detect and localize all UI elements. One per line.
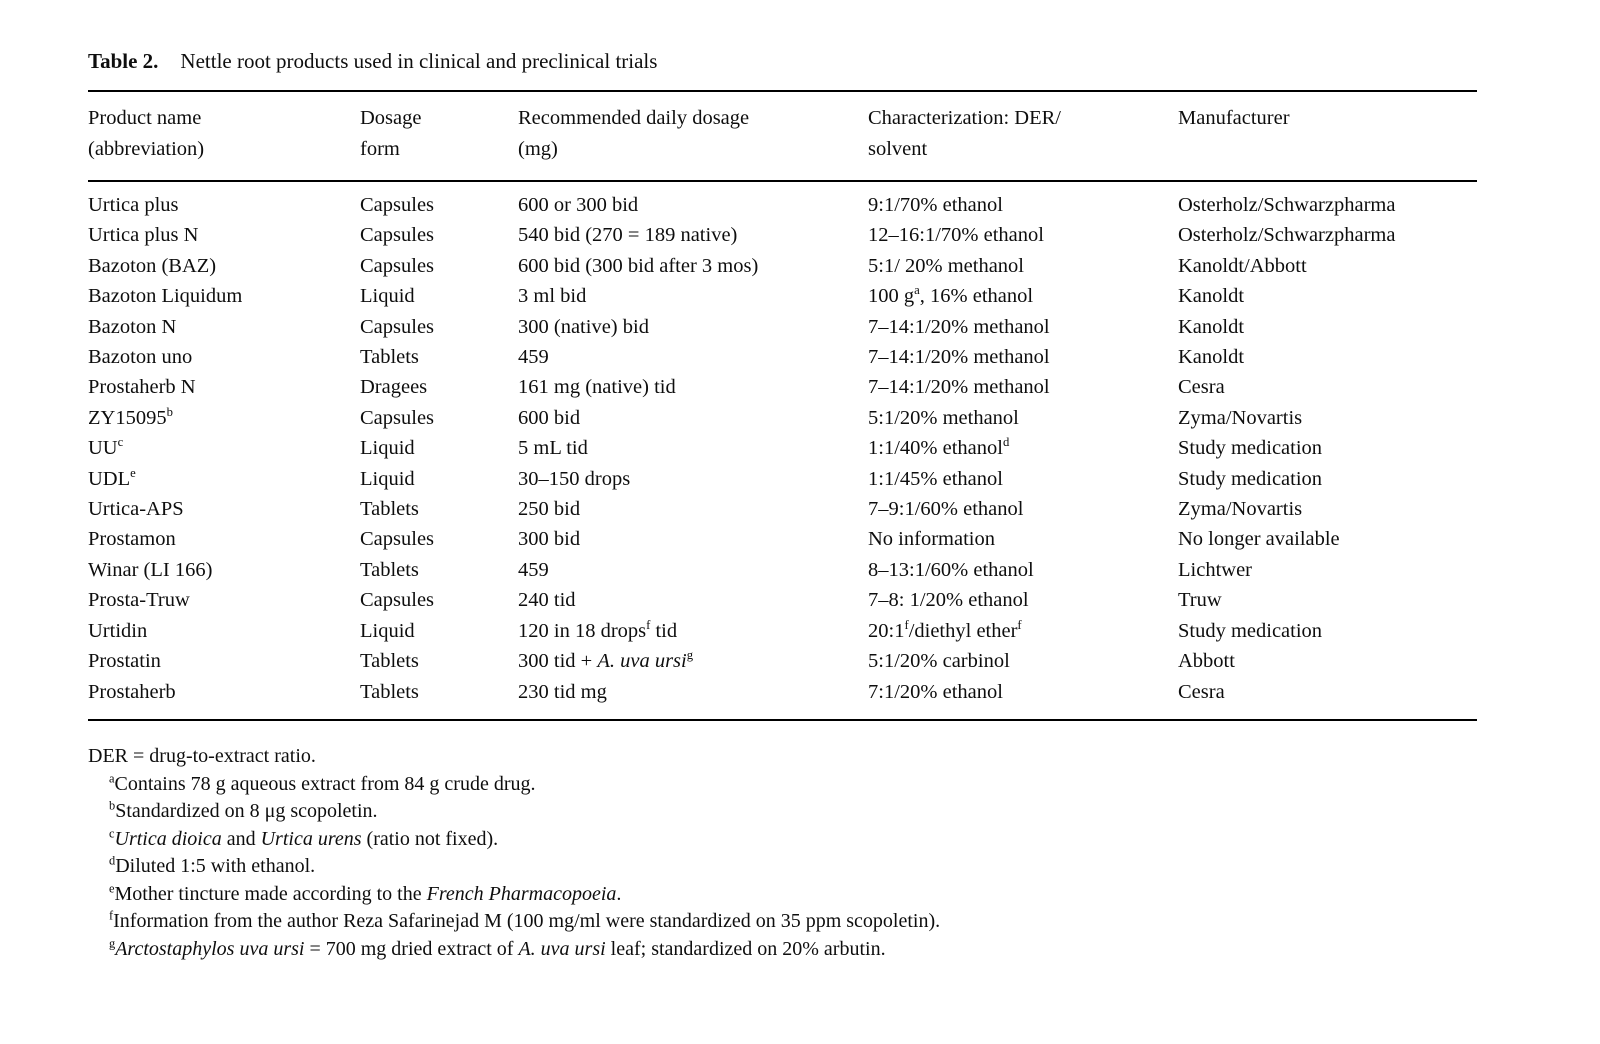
table-cell: Kanoldt/Abbott [1178,254,1307,277]
table-cell: Zyma/Novartis [1178,498,1303,521]
table-row [88,677,1477,720]
table-cell: 9:1/70% ethanol [868,194,1003,216]
footnote-mark: d [109,853,116,868]
table-cell: Capsules [360,315,435,338]
table-cell: Prostaherb [88,680,176,703]
table-footnotes [88,743,1477,964]
table-cell: Liquid [360,619,415,642]
table-cell: Prostatin [88,650,161,673]
table-cell: Liquid [360,467,415,490]
table-row [88,372,1477,402]
table-cell: Capsules [360,254,435,277]
table-cell: Urtica plus [88,194,179,216]
table-cell: 20:1$^f$/diethyl ether$^f$ [868,617,1022,642]
table-cell: 540 bid (270 = 189 native) [518,224,738,247]
table-cell: Prostamon [88,528,176,551]
table-cell: Zyma/Novartis [1178,406,1303,429]
table-cell: 459 [518,558,549,581]
table-cell: 1:1/40% ethanol$^d$ [868,435,1010,460]
table-cell: 7:1/20% ethanol [868,680,1003,703]
table-cell: Urtica-APS [88,498,184,521]
table-cell: No information [868,528,995,551]
table-cell: 230 tid mg [518,680,607,703]
footnote-mark: g [109,936,116,951]
table-cell: 300 bid [518,528,581,551]
table-cell: Dragees [360,376,428,399]
table-cell: Study medication [1178,437,1323,460]
table-cell: Truw [1178,589,1222,612]
table-row [88,403,1477,433]
table-cell: Bazoton Liquidum [88,285,243,308]
table-cell: 7–14:1/20% methanol [868,376,1050,399]
table-row [88,312,1477,342]
table-row [88,524,1477,554]
table-cell: No longer available [1178,528,1340,551]
table-cell: Bazoton N [88,315,177,338]
table-cell: Urtica plus N [88,224,199,247]
table-cell: Osterholz/Schwarzpharma [1178,194,1396,216]
table-row [88,220,1477,250]
table-cell: 30–150 drops [518,467,631,490]
column-header: Characterization: DER/ solvent [868,91,1178,181]
table-cell: Cesra [1178,376,1225,399]
table-row [88,251,1477,281]
column-header: Product name (abbreviation) [88,91,360,181]
table-cell: Lichtwer [1178,558,1252,581]
table-cell: Capsules [360,406,435,429]
footnote: $^f$Information from the author Reza Safarinejad M (100 mg/ml were standardized on 35 ppm scopoletin). [109,908,941,933]
table-cell: Kanoldt [1178,285,1245,308]
table-cell: 459 [518,346,549,369]
table-cell: 7–14:1/20% methanol [868,315,1050,338]
table-cell: Liquid [360,437,415,460]
table-cell: Tablets [360,498,419,521]
table-cell: 120 in 18 drops$^f$ tid [518,617,678,642]
column-header: Dosage form [360,91,518,181]
table-cell: 1:1/45% ethanol [868,467,1003,490]
table-cell: Tablets [360,558,419,581]
table-cell: 250 bid [518,498,581,521]
table-caption [88,48,1477,74]
table-header-row [88,91,1477,181]
table-cell: 100 $g^a$, 16% ethanol [868,283,1034,308]
footnote: $^a$Contains 78 g aqueous extract from 84 g crude drug. [109,770,536,795]
table-cell: Kanoldt [1178,315,1245,338]
footnote-mark: b [109,798,116,813]
footnote: $^c$Urtica dioica and Urtica urens (ratio not fixed). [109,826,499,850]
table-cell: Capsules [360,194,435,216]
table-cell: Tablets [360,650,419,673]
table-cell: 7–8: 1/20% ethanol [868,589,1029,612]
footnote: $^e$Mother tincture made according to the French Pharmacopoeia. [109,881,622,905]
table-cell: Bazoton uno [88,346,193,369]
footnote-mark: a [109,770,115,785]
table-cell: Urtidin [88,619,148,642]
table-cell: Tablets [360,680,419,703]
table-cell: 5 mL tid [518,437,588,460]
table-body [88,181,1477,720]
table-row [88,494,1477,524]
table-cell: 600 bid (300 bid after 3 mos) [518,254,759,277]
table-cell: $UU^c$ [88,435,124,460]
table-cell: 240 tid [518,589,576,612]
table-cell: 600 bid [518,406,581,429]
table-cell: 7–9:1/60% ethanol [868,498,1024,521]
table-cell: 161 mg (native) tid [518,376,676,399]
table-cell: Prosta-Truw [88,589,190,612]
paper-table-page [88,48,1477,964]
table-cell: Bazoton (BAZ) [88,254,217,277]
footnote-mark: f [109,908,114,923]
table-row [88,616,1477,646]
footnote: DER = drug-to-extract ratio. [88,744,316,767]
table-cell: Abbott [1178,650,1235,673]
table-cell: 5:1/ 20% methanol [868,254,1025,277]
table-row [88,433,1477,463]
table-cell: Capsules [360,224,435,247]
table-cell: Kanoldt [1178,346,1245,369]
table-cell: 7–14:1/20% methanol [868,346,1050,369]
table-row [88,181,1477,220]
footnote: $^b$Standardized on 8 μg scopoletin. [109,798,378,823]
table-cell: ZY15095$^b$ [88,405,173,429]
table-row [88,585,1477,615]
table-cell: Osterholz/Schwarzpharma [1178,224,1396,247]
table-cell: Prostaherb N [88,376,196,399]
table-cell: 3 ml bid [518,285,587,308]
table-caption-label: Table 2. [88,49,159,73]
table-cell: Winar (LI 166) [88,558,213,581]
table-cell: 300 tid + A. uva ursi$^g$ [518,648,694,673]
table-cell: Tablets [360,346,419,369]
table-cell: 5:1/20% carbinol [868,650,1010,673]
table-cell: Capsules [360,528,435,551]
table-cell: 600 or 300 bid [518,194,639,216]
table-cell: 5:1/20% methanol [868,406,1019,429]
table-cell: Study medication [1178,467,1323,490]
products-table [88,90,1477,721]
table-cell: Capsules [360,589,435,612]
footnote: $^d$Diluted 1:5 with ethanol. [109,853,316,878]
table-cell: Study medication [1178,619,1323,642]
table-row [88,646,1477,676]
table-cell: 300 (native) bid [518,315,649,338]
table-row [88,555,1477,585]
table-cell: Liquid [360,285,415,308]
table-cell: 8–13:1/60% ethanol [868,558,1034,581]
table-cell: Cesra [1178,680,1225,703]
table-row [88,464,1477,494]
footnote-mark: c [109,826,115,841]
footnote-mark: e [109,881,115,896]
table-caption-text: Nettle root products used in clinical and preclinical trials [180,49,658,73]
table-cell: UDL$^e$ [88,465,136,490]
table-cell: 12–16:1/70% ethanol [868,224,1044,247]
footnote: $^g$Arctostaphylos uva ursi = 700 mg dried extract of A. uva ursi leaf; standardized on 20% arbutin. [109,936,886,961]
table-row [88,342,1477,372]
column-header: Recommended daily dosage (mg) [518,91,868,181]
column-header: Manufacturer [1178,91,1477,181]
table-row [88,281,1477,311]
